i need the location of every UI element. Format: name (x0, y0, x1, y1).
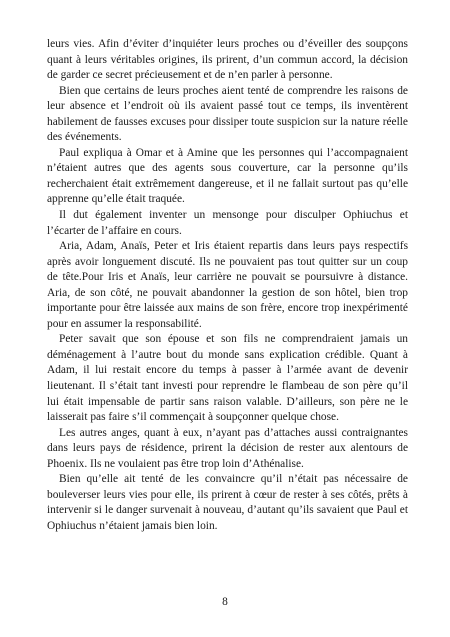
paragraph-6: Peter savait que son épouse et son fils ne comprendraient jamais un déménagement à l’autre bout du monde sans explication crédible. Quant à Adam, il lui restait encore du temps à passer à l’armée avant de devenir lieutenant. Il s’était tant investi pour reprendre le flambeau de son père qu’il lui était impensable de partir sans raison valable. D’ailleurs, son père ne le laisserait pas faire s’il commençait à soupçonner quelque chose. (47, 333, 408, 424)
page-number: 8 (222, 596, 228, 608)
paragraph-4: Il dut également inventer un mensonge pour disculper Ophiuchus et l’écarter de l’affaire en cours. (47, 209, 408, 237)
paragraph-5: Aria, Adam, Anaïs, Peter et Iris étaient repartis dans leurs pays respectifs après avoir longuement discuté. Ils ne pouvaient pas tout quitter sur un coup de tête.Pour Iris et Anaïs, leur carrière ne pouvait se poursuivre à distance. Aria, de son côté, ne pouvait abandonner la gestion de son hôtel, bien trop importante pour être laissée aux mains de son frère, encore trop inexpérimenté pour en assumer la responsabilité. (47, 240, 408, 330)
paragraph-1: leurs vies. Afin d’éviter d’inquiéter leurs proches ou d’éveiller des soupçons quant à leurs véritables origines, ils prirent, d’un commun accord, la décision de garder ce secret précieusement et de n’en parler à personne. (47, 38, 408, 82)
paragraph-7: Les autres anges, quant à eux, n’ayant pas d’attaches aussi contraignantes dans leurs pays de résidence, prirent la décision de rester aux alentours de Phoenix. Ils ne voulaient pas être trop loin d’Athénalise. (47, 426, 408, 470)
page-body (47, 37, 408, 535)
paragraph-2: Bien que certains de leurs proches aient tenté de comprendre les raisons de leur absence et l’endroit où ils avaient passé tout ce temps, ils inventèrent habilement de fausses excuses pour dissiper toute suspicion sur la nature réelle des événements. (47, 84, 408, 144)
paragraph-3: Paul expliqua à Omar et à Amine que les personnes qui l’accompagnaient n’étaient autres que des agents sous couverture, car la personne qu’ils recherchaient était extrêmement dangereuse, et il ne fallait surtout pas qu’elle apprenne qu’elle était traquée. (47, 146, 408, 206)
paragraph-8: Bien qu’elle ait tenté de les convaincre qu’il n’était pas nécessaire de bouleverser leurs vies pour elle, ils prirent à cœur de rester à ses côtés, prêts à intervenir si le danger survenait à nouveau, d’autant qu’ils savaient que Paul et Ophiuchus n’étaient jamais bien loin. (47, 473, 408, 532)
